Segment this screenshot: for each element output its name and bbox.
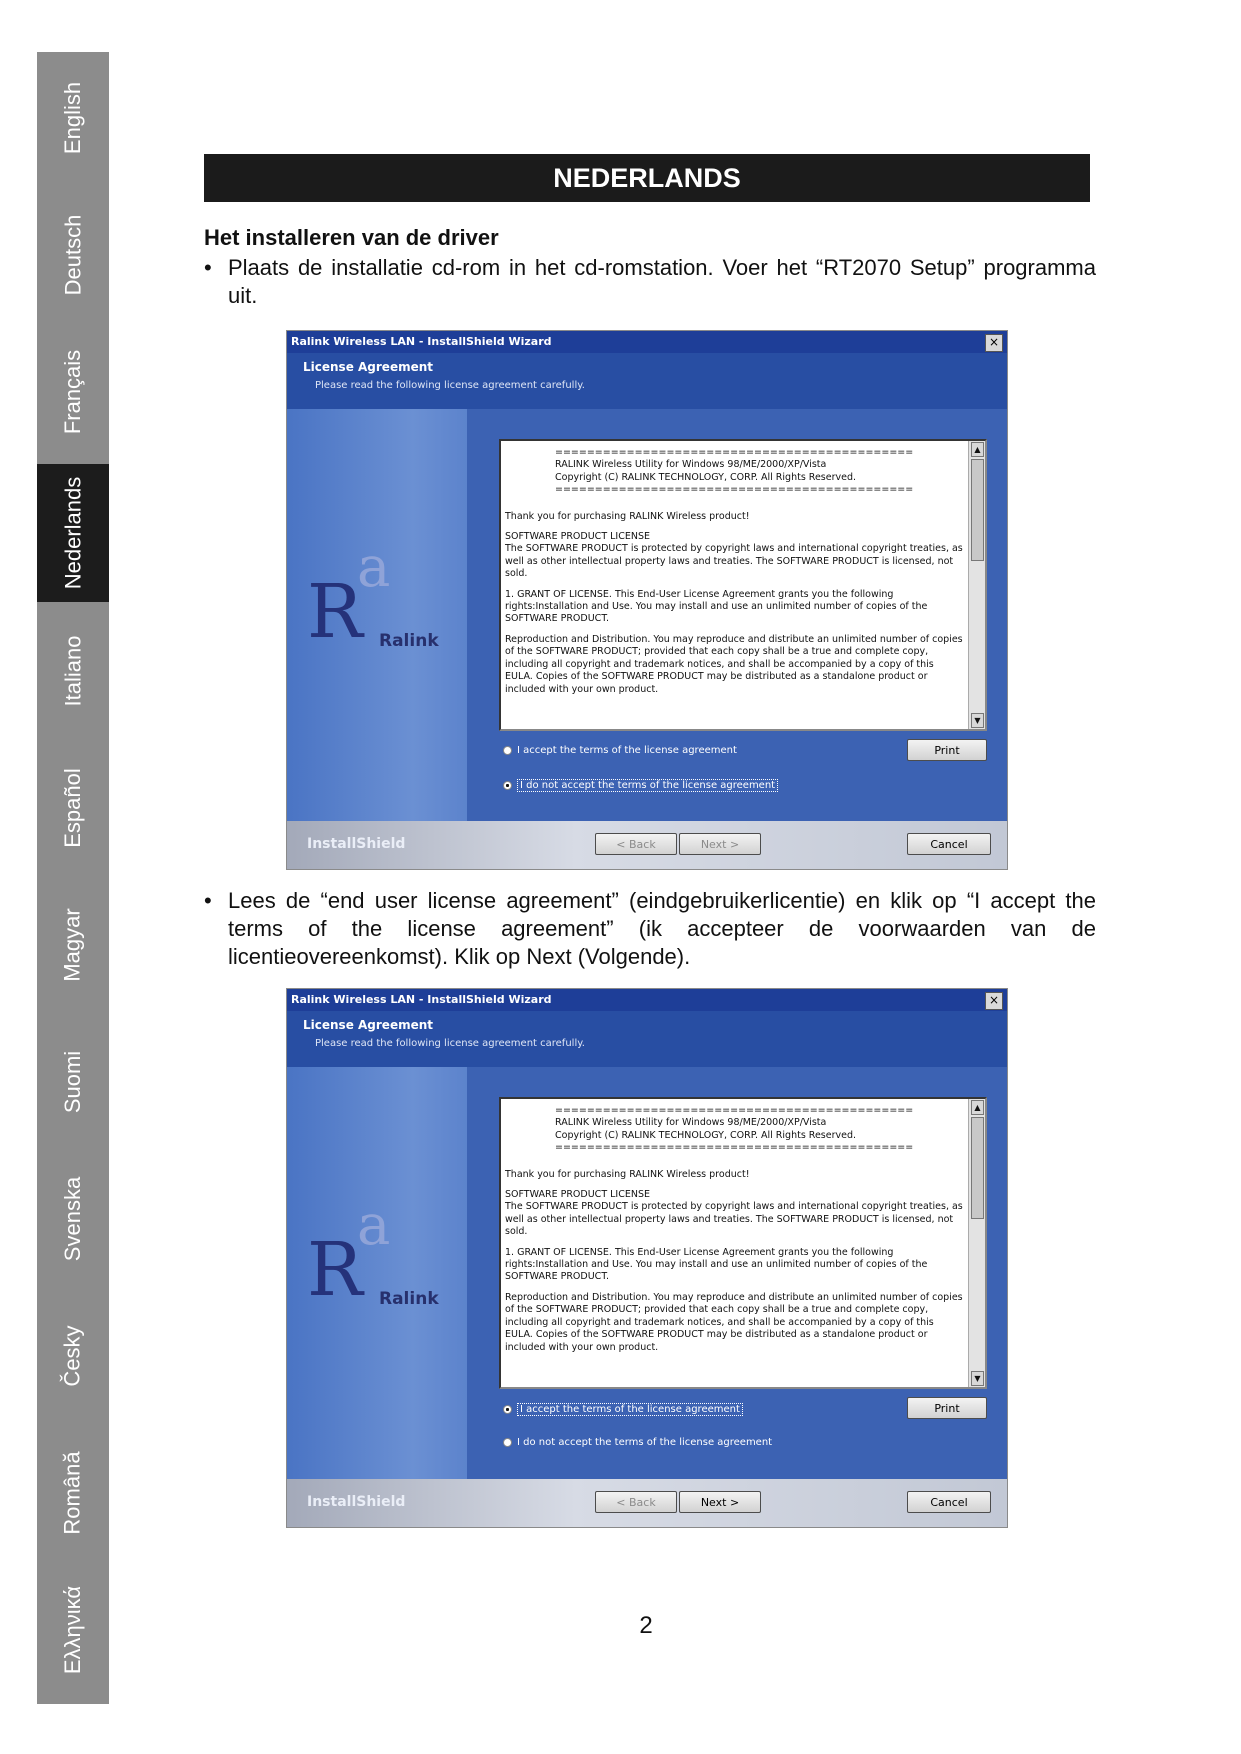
back-button[interactable]: < Back bbox=[595, 1491, 677, 1513]
print-button[interactable]: Print bbox=[907, 739, 987, 761]
lang-tab-italiano[interactable]: Italiano bbox=[59, 635, 85, 706]
instruction-bullet-2: • Lees de “end user license agreement” (eindgebruikerlicentie) en klik op “I accept the terms of the license agreement” (ik accepteer de voorwaarden van de licentieovereenkomst). Klik op Next (Volgende). bbox=[204, 888, 1096, 969]
lang-tab-nederlands[interactable]: Nederlands bbox=[37, 464, 109, 602]
accept-radio[interactable]: I accept the terms of the license agreement bbox=[503, 745, 737, 756]
radio-selected-icon[interactable] bbox=[503, 781, 512, 790]
radio-selected-icon[interactable] bbox=[503, 1405, 512, 1414]
ralink-logo-r: R bbox=[307, 569, 363, 655]
lang-tab-english[interactable]: English bbox=[60, 81, 85, 155]
lang-tab-romana[interactable]: Română bbox=[60, 1450, 85, 1535]
next-button[interactable]: Next > bbox=[679, 833, 761, 855]
accept-radio[interactable]: I accept the terms of the license agreement bbox=[503, 1403, 743, 1416]
ralink-logo-text: Ralink bbox=[379, 1289, 439, 1309]
lang-tab-magyar[interactable]: Magyar bbox=[60, 907, 86, 982]
lang-tab-francais[interactable]: Français bbox=[60, 349, 86, 435]
decline-radio[interactable]: I do not accept the terms of the license agreement bbox=[503, 779, 778, 792]
cancel-button[interactable]: Cancel bbox=[907, 833, 991, 855]
installshield-logo: InstallShield bbox=[307, 1494, 406, 1510]
lang-tab-suomi[interactable]: Suomi bbox=[59, 1050, 85, 1113]
lang-tab-espanol[interactable]: Español bbox=[60, 767, 86, 848]
ralink-logo-a: a bbox=[357, 535, 391, 600]
ralink-logo-panel bbox=[287, 1067, 467, 1479]
license-scrollbar[interactable]: ▲ ▼ bbox=[968, 441, 985, 729]
wizard-window-2 bbox=[286, 988, 1008, 1528]
close-icon[interactable]: × bbox=[985, 992, 1003, 1010]
lang-tab-ellinika[interactable]: Ελληνικά bbox=[60, 1585, 85, 1674]
language-header: NEDERLANDS bbox=[204, 154, 1090, 202]
radio-icon[interactable] bbox=[503, 1438, 512, 1447]
wizard-footer bbox=[287, 1479, 1007, 1527]
window-title-bar: Ralink Wireless LAN - InstallShield Wizard bbox=[287, 331, 1007, 353]
next-button[interactable]: Next > bbox=[679, 1491, 761, 1513]
print-button[interactable]: Print bbox=[907, 1397, 987, 1419]
cancel-button[interactable]: Cancel bbox=[907, 1491, 991, 1513]
ralink-logo-panel bbox=[287, 409, 467, 821]
decline-radio[interactable]: I do not accept the terms of the license agreement bbox=[503, 1437, 772, 1448]
installshield-logo: InstallShield bbox=[307, 836, 406, 852]
wizard-footer bbox=[287, 821, 1007, 869]
wizard-window-1 bbox=[286, 330, 1008, 870]
license-text-box[interactable]: ============================================= RALINK Wireless Utility for Windows 98/ME/2000/XP/Vista Copyright (C) RALINK TECHNOLOGY, CORP. All Rights Reserved. ============================================= Thank you for purchasing RALINK Wireless product! SOFTWARE PRODUCT LICENSE The SOFTWARE PRODUCT is protected by copyright laws and international copyright treaties, as well as other intellectual property laws and treaties. The SOFTWARE PRODUCT is licensed, not sold. 1. GRANT OF LICENSE. This End-User License Agreement grants you the following rights:Installation and Use. You may install and use an unlimited number of copies of the SOFTWARE PRODUCT. Reproduction and Distribution. You may reproduce and distribute an unlimited number of copies of the SOFTWARE PRODUCT; provided that each copy shall be a true and complete copy, including all copyright and trademark notices, and shall be accompanied by a copy of this EULA. Copies of the SOFTWARE PRODUCT may be distributed as a standalone product or included with your own product. ▲ ▼ bbox=[499, 439, 987, 731]
ralink-logo-text: Ralink bbox=[379, 631, 439, 651]
ralink-logo-r: R bbox=[307, 1227, 363, 1313]
lang-tab-cesky[interactable]: Česky bbox=[60, 1324, 85, 1387]
instruction-bullet-1: • Plaats de installatie cd-rom in het cd-romstation. Voer het “RT2070 Setup” programma uit. bbox=[204, 255, 1096, 308]
language-sidebar bbox=[37, 52, 109, 1704]
section-title: Het installeren van de driver bbox=[204, 225, 499, 250]
radio-icon[interactable] bbox=[503, 746, 512, 755]
license-scrollbar[interactable]: ▲ ▼ bbox=[968, 1099, 985, 1387]
lang-tab-svenska[interactable]: Svenska bbox=[60, 1176, 86, 1261]
lang-tab-deutsch[interactable]: Deutsch bbox=[60, 214, 85, 296]
license-text-box[interactable]: ============================================= RALINK Wireless Utility for Windows 98/ME/2000/XP/Vista Copyright (C) RALINK TECHNOLOGY, CORP. All Rights Reserved. ============================================= Thank you for purchasing RALINK Wireless product! SOFTWARE PRODUCT LICENSE The SOFTWARE PRODUCT is protected by copyright laws and international copyright treaties, as well as other intellectual property laws and treaties. The SOFTWARE PRODUCT is licensed, not sold. 1. GRANT OF LICENSE. This End-User License Agreement grants you the following rights:Installation and Use. You may install and use an unlimited number of copies of the SOFTWARE PRODUCT. Reproduction and Distribution. You may reproduce and distribute an unlimited number of copies of the SOFTWARE PRODUCT; provided that each copy shall be a true and complete copy, including all copyright and trademark notices, and shall be accompanied by a copy of this EULA. Copies of the SOFTWARE PRODUCT may be distributed as a standalone product or included with your own product. ▲ ▼ bbox=[499, 1097, 987, 1389]
wizard-header: License Agreement Please read the following license agreement carefully. bbox=[287, 353, 1007, 409]
ralink-logo-a: a bbox=[357, 1193, 391, 1258]
window-title-bar: Ralink Wireless LAN - InstallShield Wizard bbox=[287, 989, 1007, 1011]
close-icon[interactable]: × bbox=[985, 334, 1003, 352]
wizard-header: License Agreement Please read the following license agreement carefully. bbox=[287, 1011, 1007, 1067]
page-number: 2 bbox=[639, 1612, 653, 1639]
back-button[interactable]: < Back bbox=[595, 833, 677, 855]
